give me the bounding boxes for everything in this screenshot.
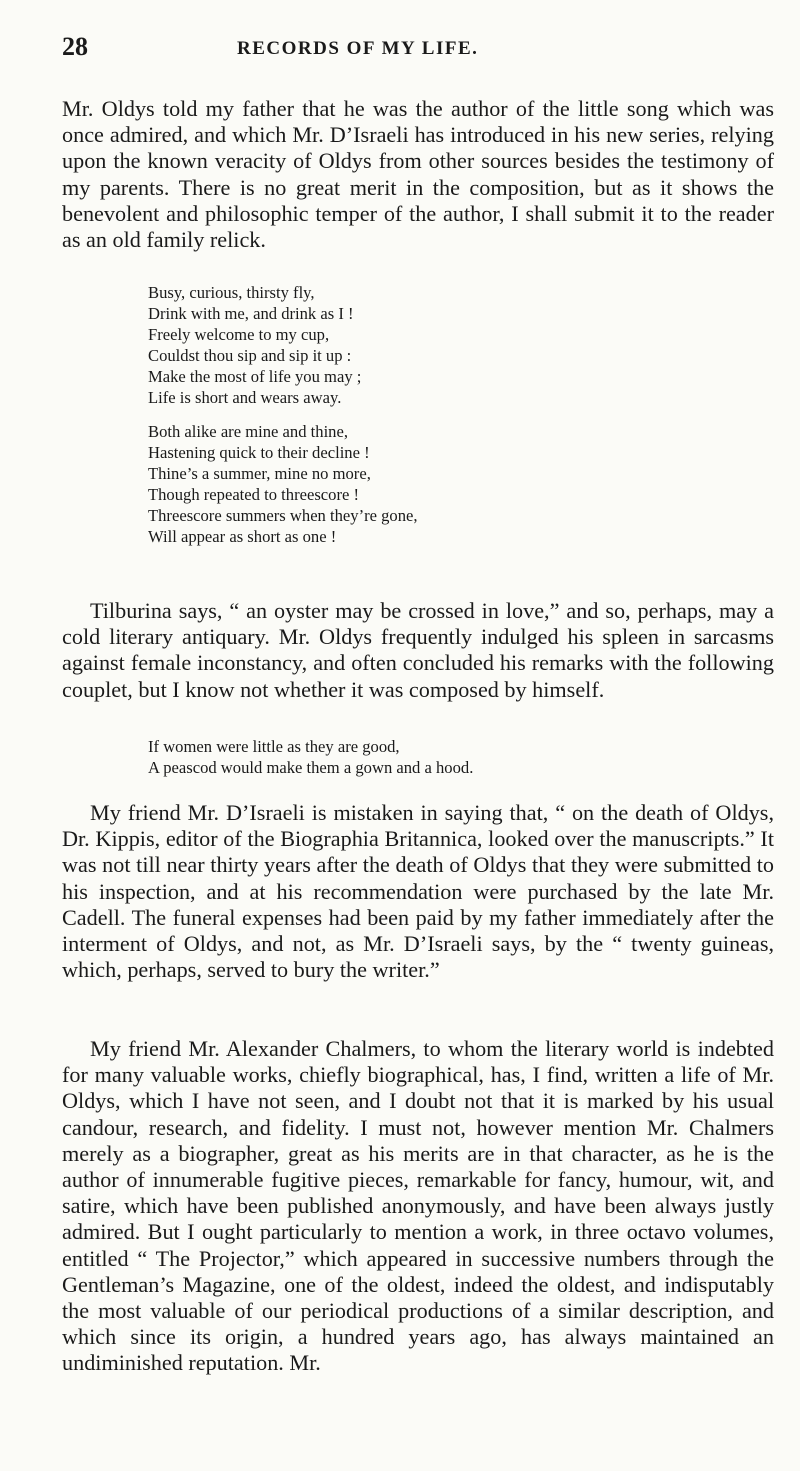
poem-line: Busy, curious, thirsty fly,: [148, 283, 315, 302]
paragraph-disraeli-kippis: My friend Mr. D’Israeli is mistaken in saying that, “ on the death of Oldys, Dr. Kippis, editor of the Biographia Britannica, looked over the manuscripts.” It was not till near thirty years after the death of Oldys that they were submitted to his inspection, and at his recommendation were purchased by the late Mr. Cadell. The funeral expenses had been paid by my father immediately after the interment of Oldys, and not, as Mr. D’Israeli says, by the “ twenty guineas, which, perhaps, served to bury the writer.”: [62, 800, 774, 983]
poem-line: Hastening quick to their decline !: [148, 443, 370, 462]
couplet-line: If women were little as they are good,: [148, 737, 400, 756]
running-head: RECORDS OF MY LIFE.: [237, 38, 479, 59]
couplet-women: [148, 736, 708, 778]
poem-line: Drink with me, and drink as I !: [148, 304, 354, 323]
paragraph-chalmers: My friend Mr. Alexander Chalmers, to whom the literary world is indebted for many valuable works, chiefly biographical, has, I find, written a life of Mr. Oldys, which I have not seen, and I doubt not that it is marked by his usual candour, research, and fidelity. I must not, however mention Mr. Chalmers merely as a biographer, great as his merits are in that character, as he is the author of innumerable fugitive pieces, remarkable for fancy, humour, wit, and satire, which have been published anonymously, and have been always justly admired. But I ought particularly to mention a work, in three octavo volumes, entitled “ The Projector,” which appeared in successive numbers through the Gentleman’s Magazine, one of the oldest, indeed the oldest, and indisputably the most valuable of our periodical productions of a similar description, and which since its origin, a hundred years ago, has always maintained an undiminished reputation. Mr.: [62, 1036, 774, 1376]
poem-line: Threescore summers when they’re gone,: [148, 506, 418, 525]
page-number: 28: [62, 32, 88, 61]
paragraph-tilburina: Tilburina says, “ an oyster may be crossed in love,” and so, perhaps, may a cold literary antiquary. Mr. Oldys frequently indulged his spleen in sarcasms against female inconstancy, and often concluded his remarks with the following couplet, but I know not whether it was composed by himself.: [62, 598, 774, 702]
poem-line: Life is short and wears away.: [148, 388, 342, 407]
poem-line: Freely welcome to my cup,: [148, 325, 330, 344]
poem-line: Will appear as short as one !: [148, 527, 337, 546]
poem-busy-curious-fly: [148, 282, 648, 560]
couplet-line: A peascod would make them a gown and a hood.: [148, 758, 474, 777]
poem-stanza-1: [148, 282, 648, 408]
paragraph-oldys-song: Mr. Oldys told my father that he was the author of the little song which was once admired, and which Mr. D’Israeli has introduced in his new series, relying upon the known veracity of Oldys from other sources besides the testimony of my parents. There is no great merit in the composition, but as it shows the benevolent and philosophic temper of the author, I shall submit it to the reader as an old family relick.: [62, 96, 774, 253]
poem-line: Both alike are mine and thine,: [148, 422, 348, 441]
page-header: [62, 32, 760, 66]
poem-line: Thine’s a summer, mine no more,: [148, 464, 371, 483]
poem-line: Make the most of life you may ;: [148, 367, 362, 386]
poem-line: Couldst thou sip and sip it up :: [148, 346, 352, 365]
poem-line: Though repeated to threescore !: [148, 485, 360, 504]
poem-stanza-2: [148, 421, 648, 547]
